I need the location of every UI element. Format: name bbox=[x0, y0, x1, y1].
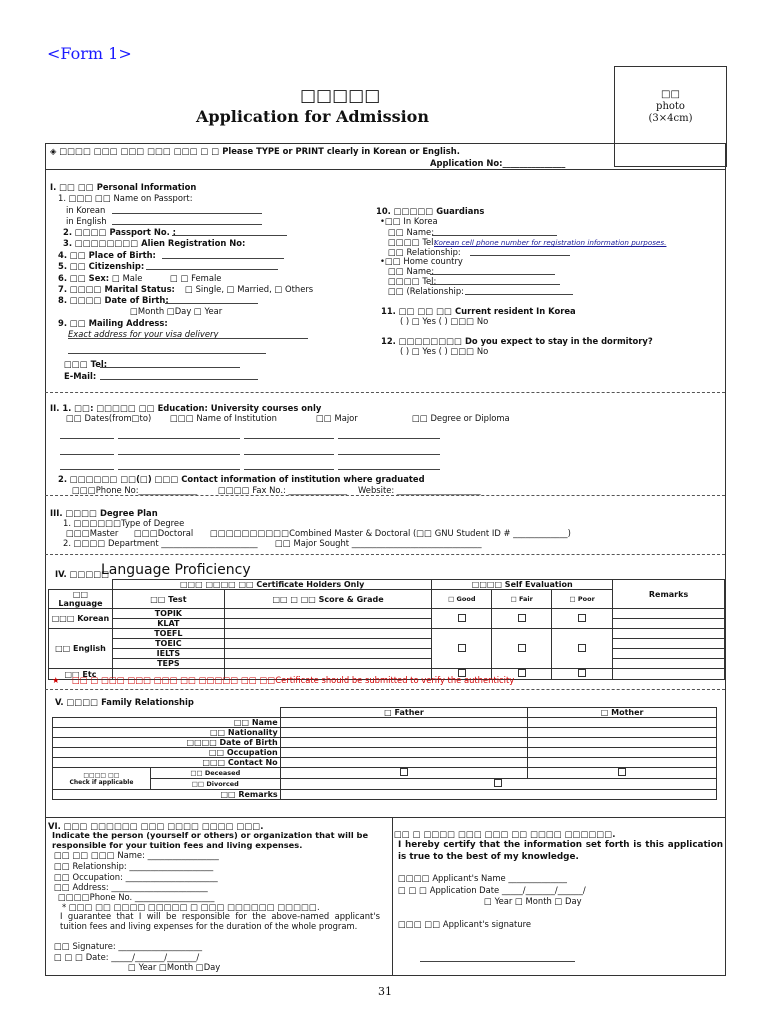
marital-status-options[interactable]: □ Single, □ Married, □ Others bbox=[185, 284, 314, 294]
remarks-cell[interactable] bbox=[613, 659, 725, 669]
degree-master-option[interactable]: □□□Master bbox=[66, 528, 119, 538]
institution-phone[interactable]: □□□Phone No:______________ bbox=[72, 485, 198, 495]
marital-status-label: 7. □□□□ Marital Status: bbox=[58, 284, 175, 294]
home-relationship-field[interactable] bbox=[465, 294, 573, 295]
sponsor-date-hint: □ Year □Month □Day bbox=[128, 962, 221, 972]
name-on-passport-label: 1. □□□ □□ Name on Passport: bbox=[58, 193, 193, 203]
application-date-hint: □ Year □ Month □ Day bbox=[484, 896, 582, 906]
applicant-name[interactable]: □□□□ Applicant's Name ______________ bbox=[398, 873, 567, 883]
mother-dob-cell[interactable] bbox=[528, 738, 717, 748]
degree-type-label: 1. □□□□□□Type of Degree bbox=[63, 518, 185, 528]
frame-left bbox=[45, 143, 46, 976]
guardian-tel-label: □□□□ Tel: bbox=[388, 237, 437, 247]
guardian-relationship-field[interactable] bbox=[470, 255, 570, 256]
home-tel-field[interactable] bbox=[430, 284, 560, 285]
sponsor-phone[interactable]: □□□□Phone No. ___________________ bbox=[58, 892, 215, 902]
sponsor-signature[interactable]: □□ Signature: ____________________ bbox=[54, 941, 203, 951]
guardian-in-korea: •□□ In Korea bbox=[380, 216, 438, 226]
date-of-birth-hint: □Month □Day □ Year bbox=[130, 306, 223, 316]
section5-heading: V. □□□□ Family Relationship bbox=[55, 697, 194, 707]
test-name: IELTS bbox=[112, 649, 224, 659]
remarks-header: Remarks bbox=[613, 580, 725, 609]
sponsor-date[interactable]: □ □ □ Date: _____/_______/_______/ bbox=[54, 952, 200, 962]
mother-occupation-cell[interactable] bbox=[528, 748, 717, 758]
passport-no-label: 2. □□□□ Passport No. : bbox=[63, 227, 177, 237]
score-cell[interactable] bbox=[224, 629, 432, 639]
mother-header: □ Mother bbox=[528, 708, 717, 718]
in-english-field[interactable] bbox=[112, 224, 262, 225]
section4-heading: Language Proficiency bbox=[101, 562, 251, 578]
dormitory-label: 12. □□□□□□□□ Do you expect to stay in the dormitory? bbox=[381, 336, 653, 346]
self-eval-header: □□□□ Self Evaluation bbox=[432, 580, 613, 590]
family-row-dob: □□□□ Date of Birth bbox=[53, 738, 281, 748]
page-number: 31 bbox=[378, 985, 392, 998]
score-cell[interactable] bbox=[224, 639, 432, 649]
score-cell[interactable] bbox=[224, 619, 432, 629]
row-etc: □□ Etc bbox=[49, 669, 113, 680]
mailing-address-field[interactable] bbox=[68, 353, 266, 354]
in-english-label: in English bbox=[66, 216, 107, 226]
mother-name-cell[interactable] bbox=[528, 718, 717, 728]
row-english: □□ English bbox=[49, 629, 113, 669]
title-korean: □□□□□ bbox=[300, 86, 381, 106]
korean-poor-check[interactable] bbox=[552, 609, 613, 629]
row-korean: □□□ Korean bbox=[49, 609, 113, 629]
col-good: □ Good bbox=[432, 590, 492, 609]
edu-institution-header: □□□ Name of Institution bbox=[170, 413, 277, 423]
col-fair: □ Fair bbox=[492, 590, 552, 609]
korean-good-check[interactable] bbox=[432, 609, 492, 629]
father-name-cell[interactable] bbox=[280, 718, 528, 728]
degree-doctoral-option[interactable]: □□□Doctoral bbox=[134, 528, 194, 538]
photo-label: photo bbox=[656, 101, 685, 112]
sponsor-occupation[interactable]: □□ Occupation: ______________________ bbox=[54, 872, 218, 882]
english-poor-check[interactable] bbox=[552, 629, 613, 669]
remarks-cell[interactable] bbox=[613, 639, 725, 649]
frame-right bbox=[725, 143, 726, 976]
col-score: □□ □ □□ Score & Grade bbox=[224, 590, 432, 609]
section1-heading: I. □□ □□ Personal Information bbox=[50, 182, 197, 192]
guardian-home-country: •□□ Home country bbox=[380, 256, 463, 266]
divorced-label: □□ Divorced bbox=[150, 779, 280, 790]
remarks-cell[interactable] bbox=[613, 619, 725, 629]
section2-heading: II. 1. □□: □□□□□ □□ Education: University courses only bbox=[50, 403, 322, 413]
section3-heading: III. □□□□ Degree Plan bbox=[50, 508, 158, 518]
remarks-cell[interactable] bbox=[613, 649, 725, 659]
family-table bbox=[52, 707, 717, 800]
test-name: TOPIK bbox=[112, 609, 224, 619]
guarantee-english: I guarantee that I will be responsible for the above-named applicant's tuition fees and living expenses for the duration of the whole program. bbox=[60, 911, 380, 931]
english-fair-check[interactable] bbox=[492, 629, 552, 669]
citizenship-field[interactable] bbox=[146, 269, 278, 270]
home-tel-label: □□□□ Tel: bbox=[388, 276, 437, 286]
col-poor: □ Poor bbox=[552, 590, 613, 609]
alien-reg-label: 3. □□□□□□□□ Alien Registration No: bbox=[63, 238, 246, 248]
certify-english: I hereby certify that the information set forth is this application is true to the best of my knowledge. bbox=[398, 840, 723, 862]
department-field[interactable]: 2. □□□□ Department _______________________ bbox=[63, 538, 258, 548]
father-dob-cell[interactable] bbox=[280, 738, 528, 748]
check-label-korean: □□□□ □□ bbox=[83, 771, 120, 779]
guardian-relationship-label: □□ Relationship: bbox=[388, 247, 461, 257]
test-name: TOEFL bbox=[112, 629, 224, 639]
check-if-applicable bbox=[53, 768, 151, 790]
father-nationality-cell[interactable] bbox=[280, 728, 528, 738]
home-relationship-label: □□ (Relationship: bbox=[388, 286, 464, 296]
application-no[interactable]: Application No:_______________ bbox=[430, 158, 566, 168]
application-date[interactable]: □ □ □ Application Date _____/_______/______/ bbox=[398, 885, 586, 895]
family-row-name: □□ Name bbox=[53, 718, 281, 728]
sponsor-address[interactable]: □□ Address: _______________________ bbox=[54, 882, 208, 892]
institution-website[interactable]: Website: ____________________ bbox=[358, 485, 481, 495]
home-name-label: □□ Name: bbox=[388, 266, 435, 276]
sex-female-option[interactable]: □ □ Female bbox=[170, 273, 222, 283]
form-label: <Form 1> bbox=[47, 44, 132, 63]
applicant-signature-label: □□□ □□ Applicant's signature bbox=[398, 919, 532, 929]
degree-combined-option[interactable]: □□□□□□□□□□Combined Master & Doctoral (□□ GNU Student ID # _____________) bbox=[210, 528, 571, 538]
page-title: Application for Admission bbox=[196, 107, 429, 126]
tel-label: □□□ Tel: bbox=[64, 359, 108, 369]
father-deceased-check[interactable] bbox=[280, 768, 528, 779]
test-name: TOEIC bbox=[112, 639, 224, 649]
sex-male-option[interactable]: □ Male bbox=[112, 273, 143, 283]
father-occupation-cell[interactable] bbox=[280, 748, 528, 758]
guarantee-korean: * □□□ □□ □□□□ □□□□□ □ □□□ □□□□□□ □□□□□. bbox=[62, 902, 320, 912]
mother-deceased-check[interactable] bbox=[528, 768, 717, 779]
mailing-address-hint: Exact address for your visa delivery bbox=[68, 329, 219, 339]
father-contact-cell[interactable] bbox=[280, 758, 528, 768]
sex-label: 6. □□ Sex: bbox=[58, 273, 110, 283]
email-label: E-Mail: bbox=[64, 371, 97, 381]
passport-no-field[interactable] bbox=[172, 235, 287, 236]
current-resident-label: 11. □□ □□ □□ Current resident In Korea bbox=[381, 306, 576, 316]
guardian-tel-hint: Korean cell phone number for registration information purposes. bbox=[434, 238, 667, 247]
score-cell[interactable] bbox=[224, 659, 432, 669]
family-row-remarks: □□ Remarks bbox=[53, 790, 281, 800]
photo-label-korean: □□ bbox=[661, 89, 680, 100]
family-row-nationality: □□ Nationality bbox=[53, 728, 281, 738]
current-resident-options[interactable]: ( ) □ Yes ( ) □□□ No bbox=[400, 316, 489, 326]
family-row-occupation: □□ Occupation bbox=[53, 748, 281, 758]
edu-major-header: □□ Major bbox=[316, 413, 358, 423]
photo-box bbox=[614, 66, 727, 167]
guardians-heading: 10. □□□□□ Guardians bbox=[376, 206, 485, 216]
guardian-name-label: □□ Name: bbox=[388, 227, 435, 237]
test-name: TEPS bbox=[112, 659, 224, 669]
tel-field[interactable] bbox=[100, 367, 240, 368]
etc-poor-check[interactable] bbox=[552, 669, 613, 680]
date-of-birth-label: 8. □□□□ Date of Birth: bbox=[58, 295, 169, 305]
major-sought-field[interactable]: □□ Major Sought _______________________________ bbox=[275, 538, 482, 548]
applicant-signature-line[interactable] bbox=[420, 961, 575, 962]
deceased-label: □□ Deceased bbox=[150, 768, 280, 779]
guardian-name-field[interactable] bbox=[432, 235, 557, 236]
edu-dates-header: □□ Dates(from□to) bbox=[66, 413, 152, 423]
language-table bbox=[48, 579, 725, 680]
section4-heading-small: IV. □□□□□ bbox=[55, 569, 110, 579]
divorced-check[interactable] bbox=[280, 779, 716, 790]
in-korean-label: in Korean bbox=[66, 205, 106, 215]
father-header: □ Father bbox=[280, 708, 528, 718]
date-of-birth-field[interactable] bbox=[165, 303, 258, 304]
check-label-english: Check if applicable bbox=[69, 778, 134, 786]
certificate-note: □□ □ □□□ □□□ □□□ □□ □□□□□ □□ □□Certificate should be submitted to verify the authenticity bbox=[72, 675, 515, 685]
test-name: KLAT bbox=[112, 619, 224, 629]
mother-contact-cell[interactable] bbox=[528, 758, 717, 768]
instruction: ◈ □□□□ □□□ □□□ □□□ □□□ □ □ Please TYPE or PRINT clearly in Korean or English. bbox=[50, 146, 460, 156]
in-korean-field[interactable] bbox=[112, 213, 262, 214]
sponsor-name[interactable]: □□ □□ □□□ Name: _________________ bbox=[54, 850, 219, 860]
col-test: □□ Test bbox=[112, 590, 224, 609]
institution-contact-label: 2. □□□□□□ □□(□) □□□ Contact information of institution where graduated bbox=[58, 474, 425, 484]
col-language: □□ Language bbox=[49, 590, 113, 609]
score-cell[interactable] bbox=[224, 649, 432, 659]
sponsor-relationship[interactable]: □□ Relationship: ____________________ bbox=[54, 861, 214, 871]
english-good-check[interactable] bbox=[432, 629, 492, 669]
sponsor-instruction: Indicate the person (yourself or others) or organization that will be responsible for your tuition fees and living expenses. bbox=[52, 830, 369, 850]
edu-degree-header: □□ Degree or Diploma bbox=[412, 413, 510, 423]
remarks-cell[interactable] bbox=[613, 609, 725, 619]
dormitory-options[interactable]: ( ) □ Yes ( ) □□□ No bbox=[400, 346, 489, 356]
mailing-address-label: 9. □□ Mailing Address: bbox=[58, 318, 168, 328]
remarks-cell[interactable] bbox=[613, 629, 725, 639]
section6-heading: VI. □□□ □□□□□□ □□□ □□□□ □□□□ □□□. bbox=[48, 821, 264, 831]
photo-size: (3×4cm) bbox=[648, 113, 693, 124]
score-cell[interactable] bbox=[224, 609, 432, 619]
citizenship-label: 5. □□ Citizenship: bbox=[58, 261, 145, 271]
remarks-cell[interactable] bbox=[613, 669, 725, 680]
family-remarks-cell[interactable] bbox=[280, 790, 716, 800]
institution-fax[interactable]: □□□□ Fax No.: ______________ bbox=[218, 485, 348, 495]
family-row-contact: □□□ Contact No bbox=[53, 758, 281, 768]
star-icon: ★ bbox=[52, 675, 60, 685]
korean-fair-check[interactable] bbox=[492, 609, 552, 629]
certify-korean: □□ □ □□□□ □□□ □□□ □□ □□□□ □□□□□□. bbox=[394, 829, 616, 839]
mother-nationality-cell[interactable] bbox=[528, 728, 717, 738]
cert-holders-header: □□□ □□□□ □□ Certificate Holders Only bbox=[112, 580, 431, 590]
home-name-field[interactable] bbox=[430, 274, 555, 275]
email-field[interactable] bbox=[100, 379, 258, 380]
place-of-birth-field[interactable] bbox=[162, 258, 284, 259]
place-of-birth-label: 4. □□ Place of Birth: bbox=[58, 250, 156, 260]
